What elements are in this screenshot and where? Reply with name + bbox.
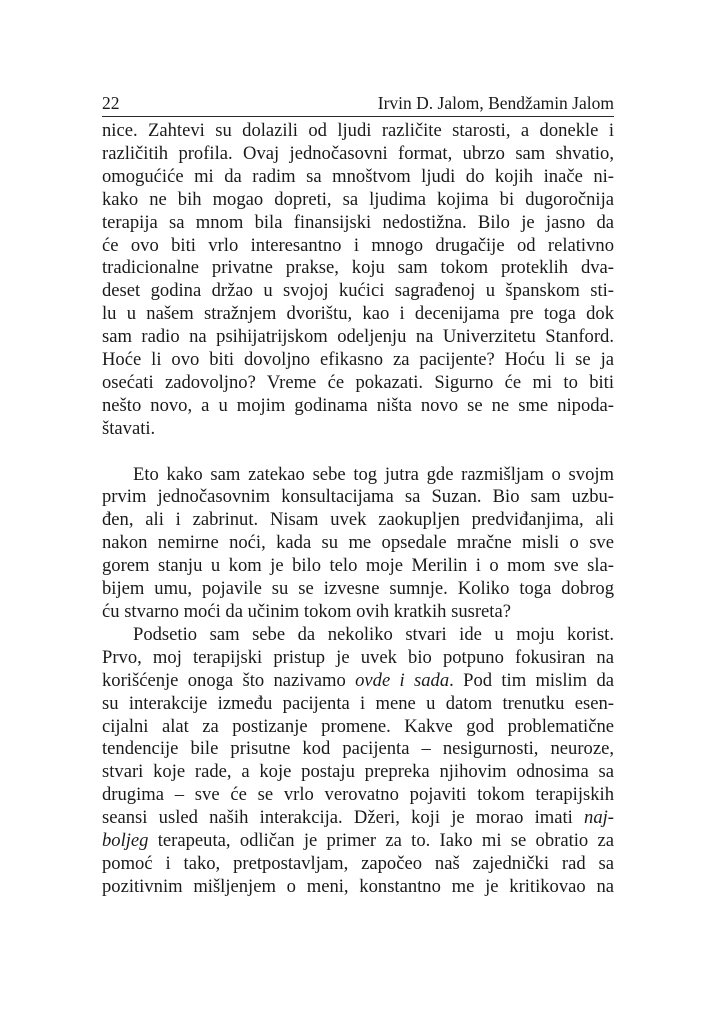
- text-line: nešto novo, a u mojim godinama ništa novo se ne sme nipoda-: [102, 394, 614, 416]
- paragraph-gap: [102, 441, 614, 464]
- italic-phrase: ovde i sada: [355, 669, 450, 691]
- paragraph: [102, 624, 614, 899]
- text-line: stvari koje rade, a koje postaju prepreka njihovim odnosima sa: [102, 761, 614, 783]
- book-page: [102, 92, 614, 899]
- body-text: [102, 120, 614, 899]
- book-authors: Irvin D. Jalom, Bendžamin Jalom: [377, 93, 614, 113]
- paragraph: [102, 120, 614, 441]
- text-line: pomoć i tako, pretpostavljam, započeo naš zajednički rad sa: [102, 852, 614, 874]
- text-segment: korišćenje onoga što nazivamo: [102, 669, 356, 691]
- italic-phrase: naj-: [584, 807, 614, 829]
- text-line: osećati zadovoljno? Vreme će pokazati. Sigurno će mi to biti: [102, 371, 614, 393]
- text-line: omogućiće mi da radim sa mnoštvom ljudi do kojih inače ni-: [102, 165, 614, 187]
- text-line: drugima – sve će se vrlo verovatno pojaviti tokom terapijskih: [102, 784, 614, 806]
- text-line: [102, 807, 614, 830]
- text-line: [102, 670, 614, 693]
- italic-phrase: boljeg: [102, 830, 149, 852]
- text-segment: . Pod tim mislim da: [449, 669, 614, 691]
- text-line: lu u našem stražnjem dvorištu, kao i decenijama pre toga dok: [102, 303, 614, 325]
- text-line: cijalni alat za postizanje promene. Kakve god problematične: [102, 715, 614, 737]
- text-line: gorem stanju u kom je bilo telo moje Merilin i o mom sve sla-: [102, 555, 614, 577]
- text-line: sam radio na psihijatrijskom odeljenju na Univerzitetu Stanford.: [102, 326, 614, 348]
- running-header: [102, 92, 614, 117]
- text-line: nakon nemirne noći, kada su me opsedale mračne misli o sve: [102, 532, 614, 554]
- text-line: Eto kako sam zatekao sebe tog jutra gde razmišljam o svojm: [133, 463, 614, 485]
- text-line: kako ne bih mogao dopreti, sa ljudima kojima bi dugoročnija: [102, 188, 614, 210]
- paragraph: [102, 464, 614, 624]
- text-line: prvim jednočasovnim konsultacijama sa Suzan. Bio sam uzbu-: [102, 486, 614, 508]
- text-line: štavati.: [102, 417, 156, 439]
- text-line: će ovo biti vrlo interesantno i mnogo drugačije od relativno: [102, 234, 614, 256]
- text-line: nice. Zahtevi su dolazili od ljudi različite starosti, a donekle i: [102, 120, 614, 141]
- text-segment: seansi usled naših interakcija. Džeri, koji je morao imati: [102, 807, 585, 829]
- text-line: tradicionalne privatne prakse, koju sam tokom proteklih dva-: [102, 257, 614, 279]
- text-line: pozitivnim mišljenjem o meni, konstantno me je kritikovao na: [102, 875, 614, 897]
- text-line: deset godina držao u svojoj kućici sagrađenoj u španskom sti-: [102, 280, 614, 302]
- text-segment: terapeuta, odličan je primer za to. Iako mi se obratio za: [148, 830, 614, 852]
- text-line: bijem umu, pojavile su se izvesne sumnje. Koliko toga dobrog: [102, 578, 614, 600]
- text-line: Hoće li ovo biti dovoljno efikasno za pacijente? Hoću li se ja: [102, 349, 614, 371]
- text-line: ću stvarno moći da učinim tokom ovih kratkih susreta?: [102, 601, 511, 623]
- text-line: različitih profila. Ovaj jednočasovni format, ubrzo sam shvatio,: [102, 142, 614, 164]
- text-line: Podsetio sam sebe da nekoliko stvari ide u moju korist.: [133, 623, 614, 645]
- text-line: terapija sa mnom bila finansijski nedostižna. Bilo je jasno da: [102, 211, 614, 233]
- text-line: tendencije bile prisutne kod pacijenta – nesigurnosti, neuroze,: [102, 738, 614, 760]
- page-number: 22: [102, 93, 120, 113]
- text-line: Prvo, moj terapijski pristup je uvek bio potpuno fokusiran na: [102, 646, 614, 668]
- text-line: [102, 830, 614, 853]
- text-line: su interakcije između pacijenta i mene u datom trenutku esen-: [102, 692, 614, 714]
- text-line: đen, ali i zabrinut. Nisam uvek zaokupljen predviđanjima, ali: [102, 509, 614, 531]
